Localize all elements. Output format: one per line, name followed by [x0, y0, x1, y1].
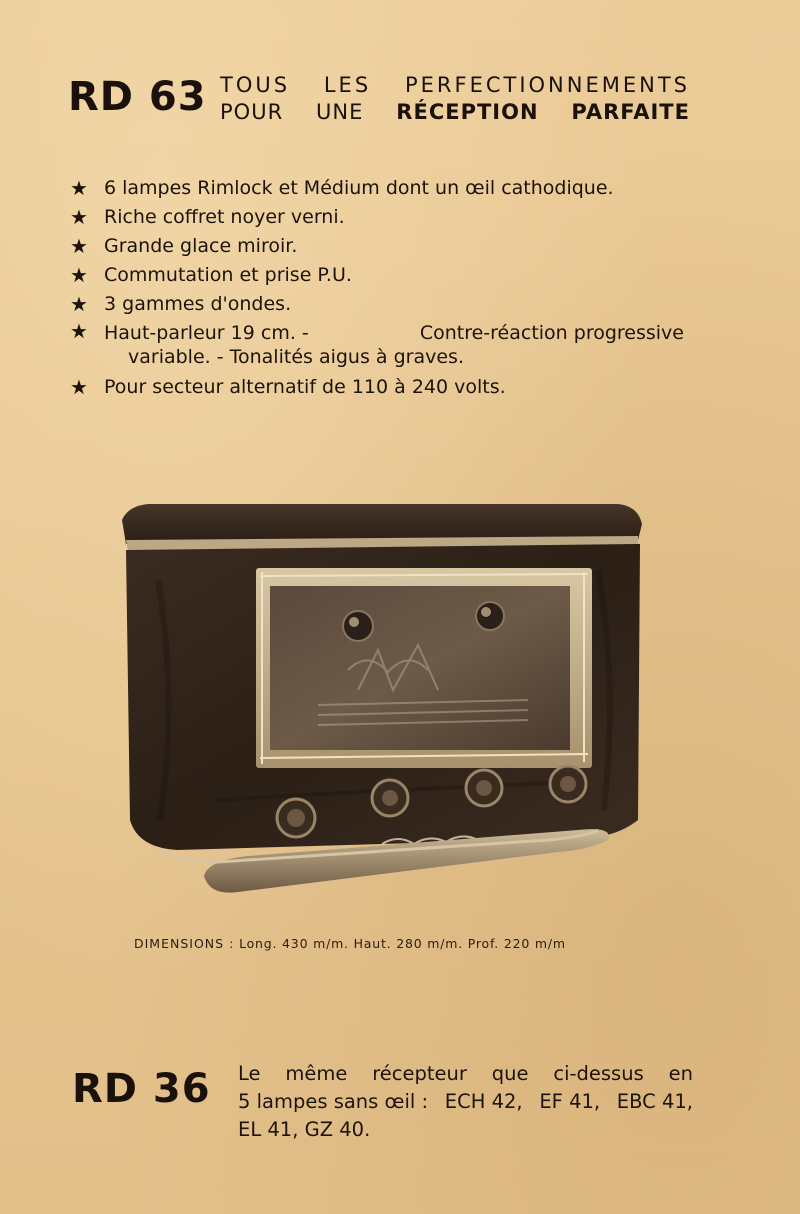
feature-item [70, 261, 690, 290]
rd36-line-2 [238, 1088, 693, 1116]
feature-text-line-1 [104, 321, 684, 345]
feature-item [70, 319, 690, 373]
dimensions-label: DIMENSIONS : [134, 936, 235, 951]
star-icon: ★ [70, 375, 88, 399]
feature-text: Riche coffret noyer verni. [104, 206, 345, 228]
rd36-word: en [668, 1062, 693, 1085]
star-icon: ★ [70, 205, 88, 229]
rd36-word: ci-dessus [553, 1062, 644, 1085]
feature-text: Commutation et prise P.U. [104, 264, 352, 286]
radio-cabinet-illustration [118, 500, 648, 910]
tagline-word-bold: PARFAITE [571, 100, 690, 124]
tagline-word: POUR [220, 100, 284, 124]
feature-list [70, 174, 690, 402]
feature-text-part: Contre-réaction progressive [419, 322, 684, 344]
rd36-word: ECH 42, [444, 1090, 523, 1113]
feature-text: Pour secteur alternatif de 110 à 240 volts. [104, 376, 506, 398]
rd36-word: récepteur [372, 1062, 467, 1085]
feature-item [70, 232, 690, 261]
feature-text: 3 gammes d'ondes. [104, 293, 292, 315]
tagline-word: PERFECTIONNEMENTS [404, 73, 690, 97]
rd36-word: EBC 41, [616, 1090, 693, 1113]
rd36-line-3: EL 41, GZ 40. [238, 1118, 371, 1141]
feature-text-part: Haut-parleur 19 cm. - [104, 322, 309, 344]
rd36-word: EF 41, [539, 1090, 601, 1113]
knob-icon [277, 799, 315, 837]
feature-text: 6 lampes Rimlock et Médium dont un œil cathodique. [104, 177, 614, 199]
knob-icon [466, 770, 502, 806]
knob-icon [372, 780, 408, 816]
rd36-word: 5 lampes sans œil : [238, 1090, 429, 1113]
feature-item [70, 373, 690, 402]
dimensions-values: Long. 430 m/m. Haut. 280 m/m. Prof. 220 m/m [239, 936, 566, 951]
dimensions-caption [134, 936, 654, 951]
rd36-word: que [491, 1062, 529, 1085]
star-icon: ★ [70, 176, 88, 200]
model-title-rd63: RD 63 [68, 74, 207, 120]
model-title-rd36: RD 36 [72, 1066, 211, 1112]
rd36-word: même [285, 1062, 348, 1085]
knob-icon [550, 766, 586, 802]
tagline-line-2 [220, 99, 690, 126]
star-icon: ★ [70, 263, 88, 287]
star-icon: ★ [70, 319, 88, 343]
tagline-word: TOUS [220, 73, 291, 97]
tagline-word: LES [323, 73, 372, 97]
feature-text: Grande glace miroir. [104, 235, 298, 257]
feature-text-line-2: variable. - Tonalités aigus à graves. [128, 346, 464, 368]
header-tagline [220, 72, 690, 126]
tagline-word-bold: RÉCEPTION [396, 100, 539, 124]
feature-item [70, 174, 690, 203]
rd36-line-1 [238, 1060, 693, 1088]
feature-item [70, 290, 690, 319]
tagline-line-1 [220, 72, 690, 99]
tagline-word: UNE [316, 100, 364, 124]
feature-item [70, 203, 690, 232]
rd36-word: Le [238, 1062, 261, 1085]
radio-illustration-svg [118, 500, 648, 910]
rd36-description [238, 1060, 693, 1144]
star-icon: ★ [70, 292, 88, 316]
star-icon: ★ [70, 234, 88, 258]
